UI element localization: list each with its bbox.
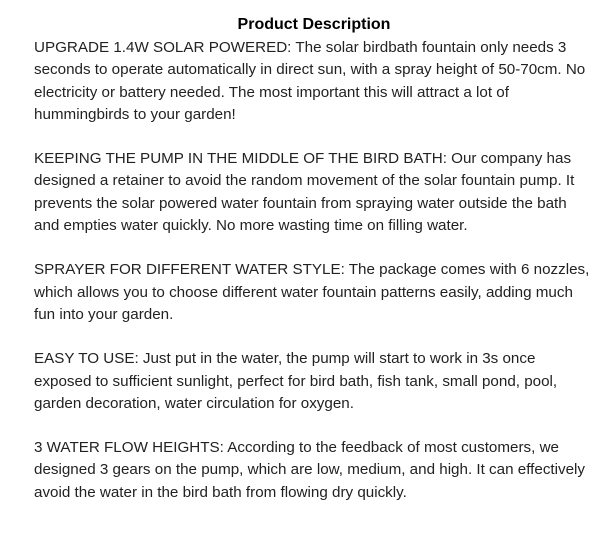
paragraph-flow-heights: 3 WATER FLOW HEIGHTS: According to the feedback of most customers, we designed 3 gears on the pump, which are low, medium, and high. It can effectively avoid the water in the bird bath from flowing dry quickly.	[34, 439, 586, 501]
document-title: Product Description	[237, 16, 391, 33]
paragraph-easy-to-use: EASY TO USE: Just put in the water, the pump will start to work in 3s once exposed to sufficient sunlight, perfect for bird bath, fish tank, small pond, pool, garden decoration, water circulation for oxygen.	[34, 350, 558, 412]
paragraph-solar-powered: UPGRADE 1.4W SOLAR POWERED: The solar birdbath fountain only needs 3 seconds to operate automatically in direct sun, with a spray height of 50-70cm. No electricity or battery needed. The most important this will attract a lot of hummingbirds to your garden!	[34, 39, 586, 123]
paragraph-pump-retainer: KEEPING THE PUMP IN THE MIDDLE OF THE BIRD BATH: Our company has designed a retainer to avoid the random movement of the solar fountain pump. It prevents the solar powered water fountain from spraying water outside the bath and empties water quickly. No more wasting time on filling water.	[34, 150, 575, 235]
paragraph-sprayer-nozzles: SPRAYER FOR DIFFERENT WATER STYLE: The package comes with 6 nozzles, which allows you to choose different water fountain patterns easily, adding much fun into your garden.	[34, 261, 590, 323]
